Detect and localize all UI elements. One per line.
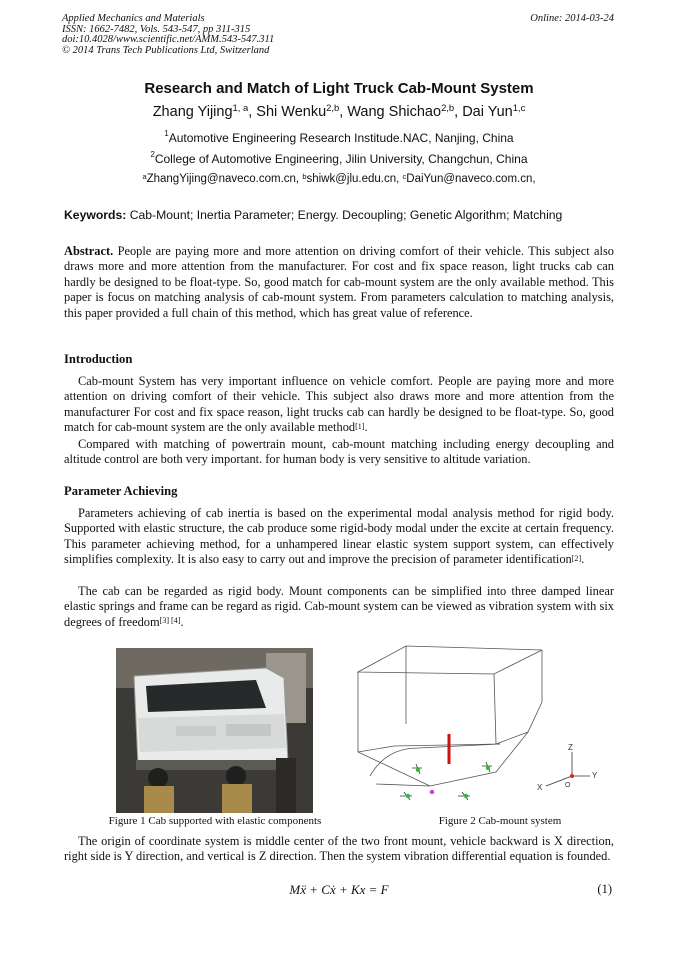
affiliation-1 [0,131,678,145]
affil-mark: 1 [164,129,169,139]
abstract [64,244,614,321]
paragraph-text: Cab-mount System has very important influence on vehicle comfort. People are paying more and more attention on driving comfort of their vehicle. This subject also draws more and more attention from the manufacturer For cost and fix space reason, light trucks cab can hardly be designed to be float-type. So, good match for cab-mount system are the only available method [64,374,614,435]
paper-title: Research and Match of Light Truck Cab-Mount System [144,80,534,97]
figure-2-diagram [346,644,614,814]
punctuation: . [180,614,184,629]
keywords-text: Cab-Mount; Inertia Parameter; Energy. Decoupling; Genetic Algorithm; Matching [126,208,563,222]
issn-line: ISSN: 1662-7482, Vols. 543-547, pp 311-315 [62,23,251,35]
figure-1-caption: Figure 1 Cab supported with elastic components [108,815,322,827]
axis-origin-label: O [565,782,571,789]
equation-number: (1) [597,882,612,896]
figure-1-photo [116,648,313,813]
citation: [2] [571,553,582,563]
affiliation-2 [0,152,678,166]
email-text: ZhangYijing@naveco.com.cn, [146,173,303,185]
axis-y-label: Y [592,771,598,780]
keywords [64,208,614,223]
author-name: Dai Yun [462,104,513,120]
journal-name: Applied Mechanics and Materials [62,13,205,24]
abstract-text: People are paying more and more attention on driving comfort of their vehicle. This subject also draws more and more attention from the manufacturer. For cost and fix space reason, light trucks cab can hardly be designed to be float-type. So, good match for cab-mount system are the only available method. This paper is focus on matching analysis of cab-mount system. From parameters calculation to matching analysis, this paper provided a full chain of this method, which has great value of reference. [64,244,614,320]
author-affil-mark: 2,b [326,102,340,114]
coordinate-paragraph: The origin of coordinate system is middle center of the two front mount, vehicle backward is X direction, right side is Y direction, and vertical is Z direction. Then the system vibration differential equation is founded. [64,834,614,864]
email-list [0,173,678,185]
email-mark: a [142,171,147,181]
copyright-line: © 2014 Trans Tech Publications Ltd, Switzerland [62,44,270,56]
affil-text: Automotive Engineering Research Institude.NAC, Nanjing, China [168,131,514,145]
paragraph-text: The cab can be regarded as rigid body. Mount components can be simplified into three damped linear elastic springs and frame can be regard as rigid. Cab-mount system can be viewed as vibration system with six degrees of freedom [64,584,614,629]
email-text: DaiYun@naveco.com.cn, [406,173,536,185]
citation: [3] [4] [159,616,181,626]
author-affil-mark: 2,b [441,102,455,114]
axis-z-label: Z [568,743,573,752]
section-heading-introduction: Introduction [64,352,133,366]
author-affil-mark: 1,c [512,102,526,114]
figure-2-caption: Figure 2 Cab-mount system [438,815,562,827]
citation: [1] [355,421,365,431]
keywords-label: Keywords: [64,208,127,222]
author-affil-mark: 1, a [232,102,249,114]
intro-paragraph-2: Compared with matching of powertrain mount, cab-mount matching including energy decoupling and altitude control are both very important. for human body is very sensitive to altitude variation. [64,437,614,467]
param-paragraph-2 [64,584,614,630]
param-paragraph-1 [64,506,614,568]
email-mark: c [402,171,407,181]
affil-mark: 2 [150,150,155,160]
intro-paragraph-1 [64,374,614,436]
paragraph-text: Parameters achieving of cab inertia is based on the experimental modal analysis method for rigid body. Supported with elastic structure, the cab produce some rigid-body modal under the excite at certain frequency. This parameter achieving method, for a unhampered linear elastic system support system, can effectively simplifies complexity. It is also easy to carry out and improve the precision of parameter identification [64,506,614,567]
doi-line: doi:10.4028/www.scientific.net/AMM.543-547.311 [62,34,275,46]
email-mark: b [302,171,307,181]
author-name: Shi Wenku [256,104,327,120]
punctuation: . [364,420,368,435]
section-heading-parameter: Parameter Achieving [64,484,178,498]
affil-text: College of Automotive Engineering, Jilin University, Changchun, China [154,152,528,166]
online-date: Online: 2014-03-24 [530,13,614,24]
abstract-label: Abstract. [64,244,114,258]
axis-x-label: X [537,783,543,792]
equation-1: Mẍ + Cẋ + Kx = F [289,882,389,897]
author-name: Zhang Yijing [152,104,233,120]
author-name: Wang Shichao [347,104,442,120]
punctuation: . [581,552,585,567]
email-text: shiwk@jlu.edu.cn, [306,173,403,185]
author-list: Zhang Yijing$^{1, a}$, Shi Wenku$^{2,b}$, Wang Shichao$^{2,b}$, Dai Yun$^{1,c}$ [152,102,526,120]
journal-header [62,14,274,56]
